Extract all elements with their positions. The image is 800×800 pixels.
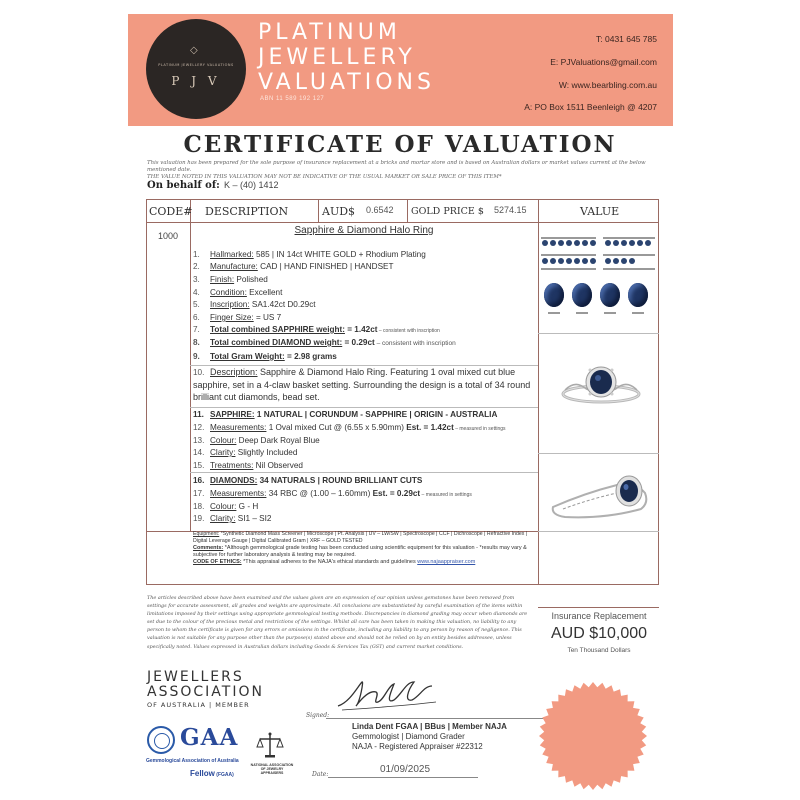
sapphire-swatch	[566, 258, 572, 264]
line-label: Finger Size:	[210, 313, 254, 322]
line-label: Clarity:	[210, 514, 236, 523]
line-number: 14.	[193, 448, 205, 457]
line-label: Treatments:	[210, 461, 254, 470]
line-text: G - H	[236, 502, 259, 511]
brand-line: PLATINUM	[258, 20, 401, 45]
line-number: 8.	[193, 338, 200, 347]
swatch-bar	[541, 268, 596, 270]
sapphire-line	[193, 447, 297, 458]
sapphire-grade-sample	[572, 283, 592, 307]
line-text: Deep Dark Royal Blue	[236, 436, 320, 445]
sapphire-swatch	[629, 258, 635, 264]
row-divider	[190, 407, 538, 408]
line-note: – consistent with inscription	[377, 328, 440, 334]
equipment-line	[193, 531, 538, 545]
weight-line	[193, 337, 456, 349]
header-code: CODE#	[149, 205, 193, 218]
letterhead	[128, 14, 673, 126]
sapphire-swatch	[613, 240, 619, 246]
insurance-value: AUD $10,000	[550, 625, 648, 642]
signer-title: Gemmologist | Diamond Grader	[352, 732, 465, 741]
line-label: Total combined DIAMOND weight:	[210, 338, 343, 347]
sapphire-swatch	[629, 240, 635, 246]
sapphire-swatch	[621, 258, 627, 264]
line-label: Inscription:	[210, 300, 250, 309]
sapphire-swatch	[582, 258, 588, 264]
sapphire-swatch	[590, 258, 596, 264]
sapphire-swatch	[582, 240, 588, 246]
sapphire-line	[193, 460, 303, 471]
fellow-sub: (FGAA)	[214, 772, 234, 778]
header-value: VALUE	[580, 205, 620, 218]
item-title: Sapphire & Diamond Halo Ring	[294, 225, 434, 236]
ethics-label: CODE OF ETHICS:	[193, 559, 242, 565]
line-number: 7.	[193, 325, 200, 334]
ethics-text: *This appraisal adheres to the NAJA's ethical standards and guidelines	[241, 559, 418, 565]
line-text: 1 NATURAL | CORUNDUM - SAPPHIRE | ORIGIN - AUSTRALIA	[254, 410, 498, 419]
sapphire-line	[193, 435, 320, 446]
sapphire-swatch	[590, 240, 596, 246]
line-label: Condition:	[210, 288, 247, 297]
logo-small-text: PLATINUM JEWELLERY VALUATIONS	[158, 63, 234, 67]
line-label: Manufacture:	[210, 262, 258, 271]
contact-address: A: PO Box 1511 Beenleigh @ 4207	[524, 102, 657, 112]
line-number: 16.	[193, 476, 205, 485]
handwritten-signature-icon	[332, 672, 442, 716]
comments-label: Comments:	[193, 545, 224, 551]
line-text: Nil Observed	[253, 461, 303, 470]
brand-name	[258, 20, 435, 95]
line-number: 9.	[193, 352, 200, 361]
equipment-text: *Synthetic Diamond Mass Screener | Microscope | Pt. Analysis | UV – LW/SW | Spectroscope | CCF | Dichroscope | Refractive Index | Digital Leverage Gauge | Digital Calibrated Gram | XRF – GOLD TESTED	[193, 531, 528, 544]
intro-text	[147, 160, 667, 181]
swatch-bar	[603, 237, 655, 239]
header-gold-label: GOLD PRICE $	[411, 206, 484, 217]
signature-line	[326, 718, 544, 719]
item-line	[193, 312, 281, 323]
intro-line: THE VALUE NOTED IN THIS VALUATION MAY NOT BE INDICATIVE OF THE USUAL MARKET OR SALE PRICE OF THIS ITEM*	[147, 174, 502, 180]
line-label: Clarity:	[210, 448, 236, 457]
item-code: 1000	[158, 231, 179, 241]
weight-line	[193, 351, 337, 362]
sapphire-swatch	[574, 258, 580, 264]
line-label: Colour:	[210, 436, 237, 445]
sapphire-swatch	[542, 240, 548, 246]
line-label: Total Gram Weight:	[210, 352, 285, 361]
jaa-member-logo	[147, 670, 264, 709]
sapphire-grade-sample	[544, 283, 564, 307]
equipment-notes	[193, 531, 538, 566]
date-line	[328, 777, 478, 778]
table-column-divider	[318, 199, 319, 222]
on-behalf-value: K – (40) 1412	[224, 180, 279, 190]
brand-line: VALUATIONS	[258, 70, 435, 95]
line-text: Slightly Included	[235, 448, 298, 457]
comments-text: *Although gemmological grade testing has been conducted using scientific equipment for this valuation - *results may vary & subjective for further laboratory analysis & testing may be required.	[193, 545, 527, 558]
item-line	[193, 261, 394, 272]
diamond-line	[193, 513, 271, 524]
line-text: 1 Oval mixed Cut @ (6.55 x 5.90mm)	[266, 423, 404, 432]
sapphire-swatch	[637, 240, 643, 246]
contact-email: E: PJValuations@gmail.com	[550, 57, 657, 67]
line-label: Total combined SAPPHIRE weight:	[210, 325, 345, 334]
swatch-bar	[603, 254, 655, 256]
naja-link[interactable]: www.najaappraiser.com	[417, 559, 476, 565]
ring-top-view-photo	[545, 350, 657, 435]
diamond-line	[193, 501, 258, 512]
line-number: 12.	[193, 423, 205, 432]
item-description	[193, 366, 537, 403]
grade-label-bar	[604, 312, 616, 314]
item-line	[193, 274, 268, 285]
contact-phone: T: 0431 645 785	[596, 34, 657, 44]
swatch-bar	[541, 254, 596, 256]
description-text: Sapphire & Diamond Halo Ring. Featuring 1 oval mixed cut blue sapphire, set in a 4-claw basket setting. Surrounding the design is a total of 34 round brilliant cut diamonds, bead set.	[193, 367, 531, 402]
logo-monogram: P J V	[171, 74, 221, 88]
line-label: Description:	[210, 367, 258, 377]
row-divider	[538, 607, 659, 608]
grade-label-bar	[632, 312, 644, 314]
line-value: = 2.98 grams	[284, 352, 337, 361]
comments-line	[193, 545, 538, 559]
line-label: Hallmarked:	[210, 250, 254, 259]
line-text: = US 7	[253, 313, 282, 322]
jaa-line: OF AUSTRALIA | MEMBER	[147, 701, 250, 709]
line-number: 15.	[193, 461, 205, 470]
line-text: SA1.42ct D0.29ct	[249, 300, 316, 309]
brand-line: JEWELLERY	[258, 45, 416, 70]
sapphire-swatch	[574, 240, 580, 246]
line-text: Polished	[234, 275, 268, 284]
gaa-subtitle: Gemmological Association of Australia	[146, 758, 239, 764]
line-label: Finish:	[210, 275, 235, 284]
gaa-logo-text: GAA	[180, 724, 239, 751]
diamond-heading	[193, 475, 422, 486]
diamond-measurements	[193, 488, 472, 501]
line-number: 13.	[193, 436, 205, 445]
line-number: 2.	[193, 262, 200, 271]
line-number: 17.	[193, 489, 205, 498]
line-label: Measurements:	[210, 423, 267, 432]
sapphire-swatch	[550, 240, 556, 246]
line-note: – measured in settings	[420, 492, 472, 498]
line-value: = 0.29ct	[342, 338, 375, 347]
sapphire-heading	[193, 409, 497, 420]
signer-block	[352, 722, 507, 752]
header-aud-value: 0.6542	[366, 205, 394, 215]
line-number: 5.	[193, 300, 200, 309]
line-number: 4.	[193, 288, 200, 297]
line-text: CAD | HAND FINISHED | HANDSET	[257, 262, 394, 271]
naja-logo-text: NATIONAL ASSOCIATION OF JEWELRY APPRAISERS	[250, 763, 294, 776]
row-divider	[538, 453, 659, 454]
sapphire-swatch	[558, 258, 564, 264]
swatch-bar	[541, 237, 596, 239]
line-number: 6.	[193, 313, 200, 322]
line-estimate: Est. = 1.42ct	[403, 423, 454, 432]
signer-name: Linda Dent FGAA | BBus | Member NAJA	[352, 722, 507, 731]
fellow-badge	[190, 769, 234, 778]
equipment-label: Equipment:	[193, 531, 220, 537]
item-line	[193, 287, 282, 298]
item-line	[193, 299, 316, 310]
row-divider	[538, 531, 659, 532]
sapphire-grade-sample	[628, 283, 648, 307]
line-note: – consistent with inscription	[374, 340, 456, 347]
sapphire-swatch	[566, 240, 572, 246]
line-label: Measurements:	[210, 489, 267, 498]
header-description: DESCRIPTION	[205, 205, 289, 218]
ring-side-view-photo	[545, 463, 657, 525]
signed-label: Signed:	[306, 712, 330, 719]
ethics-line	[193, 559, 538, 566]
line-label: SAPPHIRE:	[210, 410, 255, 419]
intro-line: This valuation has been prepared for the sole purpose of insurance replacement at a bricks and mortar store and is based on Australian dollars or market values current at the below mentioned date.	[147, 160, 646, 173]
date-value: 01/09/2025	[380, 764, 431, 775]
starburst-seal-icon	[538, 681, 648, 791]
grade-label-bar	[576, 312, 588, 314]
line-number: 3.	[193, 275, 200, 284]
sapphire-grade-sample	[600, 283, 620, 307]
line-text: SI1 – SI2	[235, 514, 272, 523]
line-text: 34 NATURALS | ROUND BRILLIANT CUTS	[257, 476, 423, 485]
line-number: 19.	[193, 514, 205, 523]
jaa-line: ASSOCIATION	[147, 684, 264, 700]
fellow-label: Fellow	[190, 769, 215, 778]
line-text: Excellent	[246, 288, 283, 297]
line-text: 585 | IN 14ct WHITE GOLD + Rhodium Plating	[253, 250, 426, 259]
insurance-label: Insurance Replacement	[551, 611, 647, 621]
line-text: 34 RBC @ (1.00 – 1.60mm)	[266, 489, 371, 498]
on-behalf-label: On behalf of:	[147, 180, 220, 191]
line-number: 1.	[193, 250, 200, 259]
row-divider	[190, 472, 538, 473]
document-title: CERTIFICATE OF VALUATION	[183, 131, 617, 158]
diamond-logo-icon: ◇	[190, 45, 198, 56]
logo	[146, 19, 246, 119]
item-line	[193, 249, 426, 260]
header-aud-label: AUD$	[322, 205, 356, 218]
jaa-line: JEWELLERS	[147, 669, 244, 685]
signer-registration: NAJA - Registered Appraiser #22312	[352, 742, 483, 751]
colour-grading-chart	[539, 234, 657, 332]
line-note: – measured in settings	[453, 426, 506, 432]
sapphire-swatch	[613, 258, 619, 264]
weight-line	[193, 324, 440, 337]
sapphire-swatch	[550, 258, 556, 264]
sapphire-measurements	[193, 422, 506, 435]
line-label: Colour:	[210, 502, 237, 511]
header-gold-value: 5274.15	[494, 205, 527, 215]
line-number: 18.	[193, 502, 205, 511]
grade-label-bar	[548, 312, 560, 314]
scales-of-justice-icon	[256, 731, 284, 759]
contact-web: W: www.bearbling.com.au	[558, 80, 657, 90]
sapphire-swatch	[558, 240, 564, 246]
line-value: = 1.42ct	[344, 325, 378, 334]
date-label: Date:	[312, 771, 329, 778]
sapphire-swatch	[605, 240, 611, 246]
sapphire-swatch	[605, 258, 611, 264]
line-number: 11.	[193, 410, 204, 419]
row-divider	[538, 333, 659, 334]
gaa-emblem-icon	[147, 726, 175, 754]
abn: ABN 11 589 192 127	[260, 96, 325, 102]
line-label: DIAMONDS:	[210, 476, 258, 485]
sapphire-swatch	[542, 258, 548, 264]
table-header-divider	[146, 222, 659, 223]
swatch-bar	[603, 268, 655, 270]
line-number: 10.	[193, 368, 205, 377]
line-estimate: Est. = 0.29ct	[370, 489, 421, 498]
disclaimer: The articles described above have been examined and the values given are an expression of our opinion unless gemstones have been removed from settings for accurate assessment, all grades and weights are approximate. All conclusions are substantiated by careful examination of the items within limitations imposed by their settings using appropriate gemmological testing methods. Discrepancies in diamond grading may occur when diamonds are set due to the colour of the precious metal and restrictions of the settings. Whilst all care has been taken in making this valuation, no liability to any person to whom the certificate is given for any errors or omissions in the certificate, including any liability to any person by reason of negligence. This valuation is not suitable for any purpose other than the purpose(s) stated above and should not be relied on by an entity besides addressee, unless specifically noted. Values expressed in Australian dollars including Goods & Services Tax (GST) and current market conditions.	[147, 595, 528, 650]
insurance-value-words: Ten Thousand Dollars	[567, 647, 631, 654]
table-column-divider	[407, 199, 408, 222]
sapphire-swatch	[621, 240, 627, 246]
sapphire-swatch	[645, 240, 651, 246]
